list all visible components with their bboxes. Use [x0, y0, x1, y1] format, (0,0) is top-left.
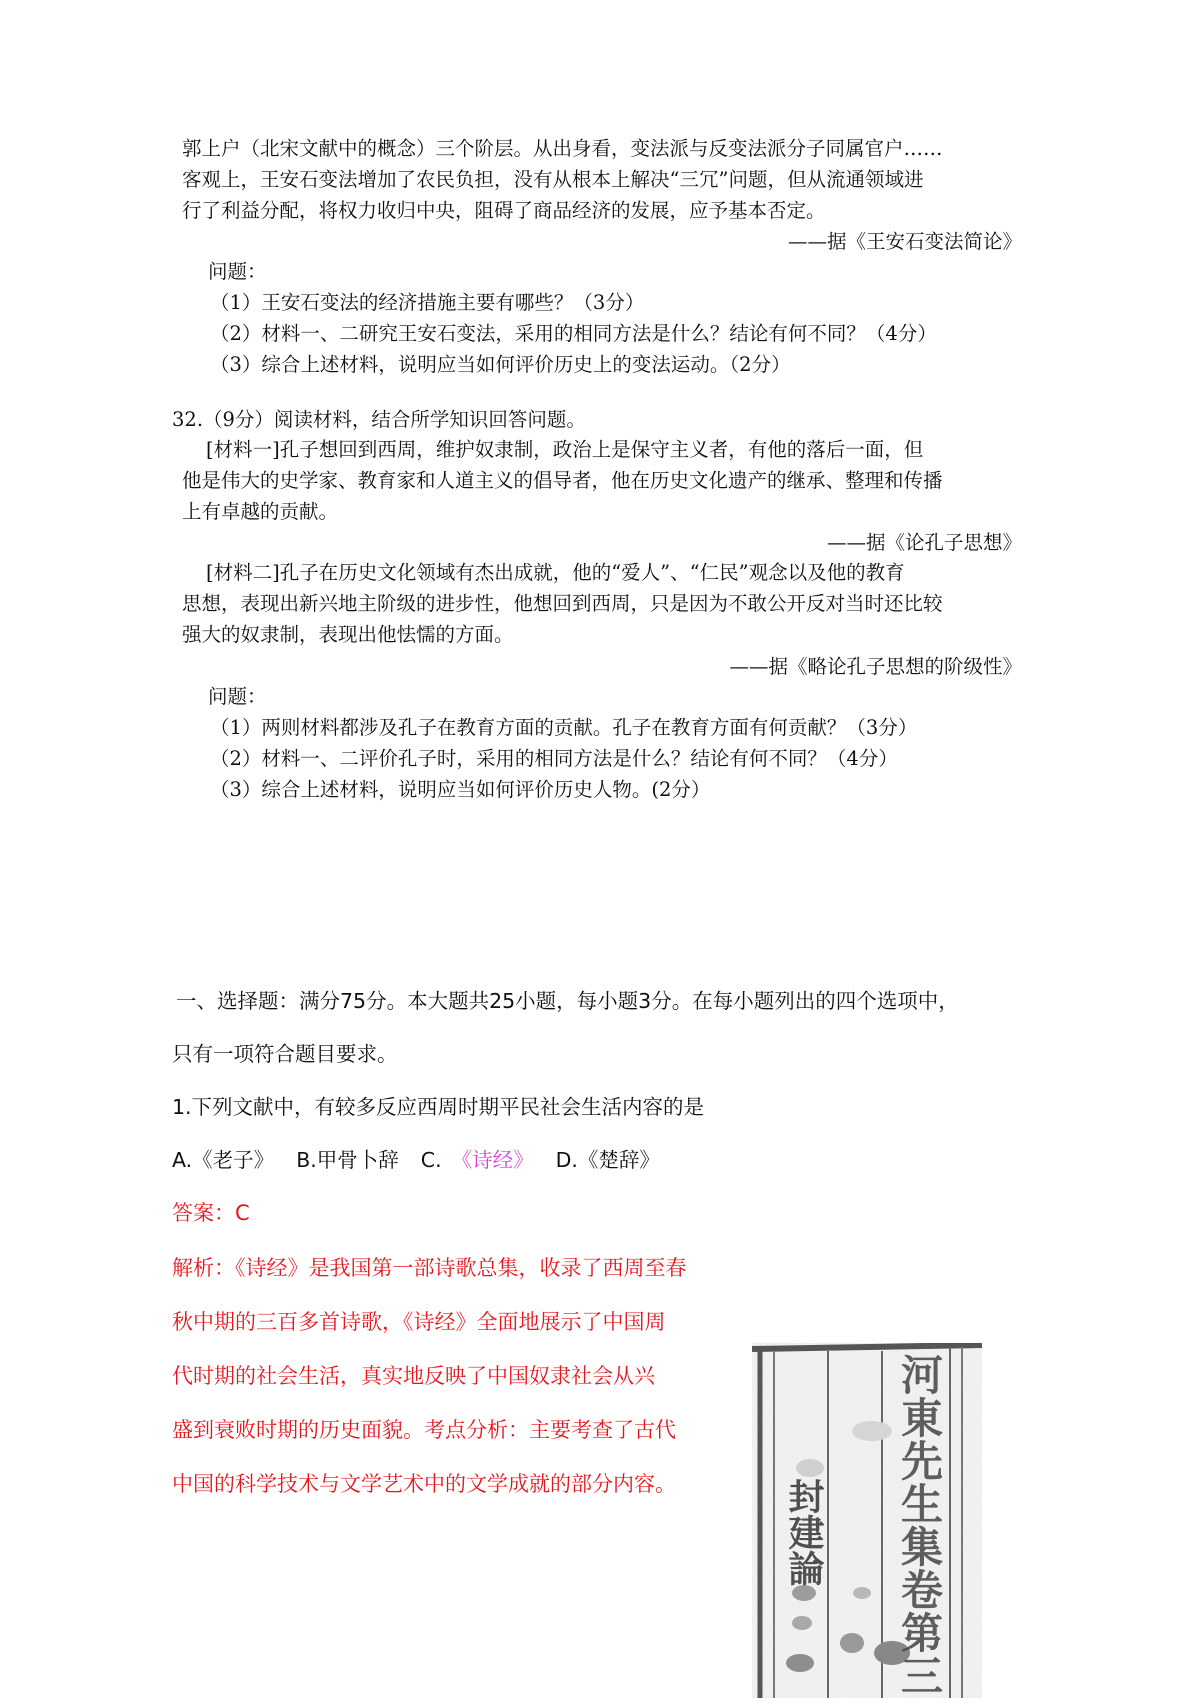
material-line: 上有卓越的贡献。: [182, 500, 339, 523]
analysis-line: 中国的科学技术与文学艺术中的文学成就的部分内容。: [172, 1472, 676, 1496]
material-line: [材料二]孔子在历史文化领域有杰出成就，他的“爱人”、“仁民”观念以及他的教育: [206, 561, 905, 584]
question-header: 32.（9分）阅读材料，结合所学知识回答问题。: [172, 408, 586, 431]
question-item: （2）材料一、二评价孔子时，采用的相同方法是什么？结论有何不同？（4分）: [210, 747, 898, 770]
material-line: 客观上，王安石变法增加了农民负担，没有从根本上解决“三冗”问题，但从流通领域进: [182, 168, 924, 191]
woodblock-print-image: [752, 1343, 982, 1698]
material-line: 思想，表现出新兴地主阶级的进步性，他想回到西周，只是因为不敢公开反对当时还比较: [182, 592, 943, 615]
source-citation: ——据《论孔子思想》: [826, 531, 1022, 554]
material-line: [材料一]孔子想回到西周，维护奴隶制，政治上是保守主义者，有他的落后一面，但: [206, 438, 924, 461]
material-line: 行了利益分配，将权力收归中央，阻碍了商品经济的发展，应予基本否定。: [182, 199, 826, 222]
question-item: （1）两则材料都涉及孔子在教育方面的贡献。孔子在教育方面有何贡献？（3分）: [210, 716, 918, 739]
section-intro: 只有一项符合题目要求。: [172, 1042, 398, 1066]
option-a: A.《老子》: [172, 1148, 275, 1172]
question-item: （3）综合上述材料，说明应当如何评价历史人物。(2分）: [210, 778, 711, 801]
source-citation: ——据《王安石变法简论》: [787, 230, 1022, 253]
figure-col1-text: 河東先生集卷第三: [895, 1353, 944, 1697]
figure-col2-text: 封建論: [783, 1478, 825, 1586]
question-item: （1）王安石变法的经济措施主要有哪些？（3分）: [210, 291, 645, 314]
material-line: 郭上户（北宋文献中的概念）三个阶层。从出身看，变法派与反变法派分子同属官户……: [182, 137, 943, 160]
option-d: D.《楚辞》: [555, 1148, 660, 1172]
analysis-line: 代时期的社会生活，真实地反映了中国奴隶社会从兴: [172, 1364, 655, 1388]
analysis-line: 盛到衰败时期的历史面貌。考点分析：主要考查了古代: [172, 1418, 676, 1442]
option-c-highlight: 《诗经》: [451, 1148, 534, 1172]
material-line: 强大的奴隶制，表现出他怯懦的方面。: [182, 623, 514, 646]
option-b: B.甲骨卜辞: [296, 1148, 399, 1172]
answer: 答案：C: [172, 1201, 250, 1225]
analysis-line: 解析：《诗经》是我国第一部诗歌总集，收录了西周至春: [172, 1256, 687, 1280]
analysis-line: 秋中期的三百多首诗歌，《诗经》全面地展示了中国周: [172, 1310, 666, 1334]
material-line: 他是伟大的史学家、教育家和人道主义的倡导者，他在历史文化遗产的继承、整理和传播: [182, 469, 943, 492]
question-label: 问题：: [208, 685, 267, 708]
question-label: 问题：: [208, 260, 267, 283]
option-c-prefix: C.: [420, 1148, 442, 1172]
question-item: （3）综合上述材料，说明应当如何评价历史上的变法运动。（2分）: [210, 353, 791, 376]
question-stem: 1.下列文献中，有较多反应西周时期平民社会生活内容的是: [172, 1095, 705, 1119]
question-item: （2）材料一、二研究王安石变法，采用的相同方法是什么？结论有何不同？（4分）: [210, 322, 937, 345]
options-row: [172, 1144, 660, 1176]
section-intro: 一、选择题：满分75分。本大题共25小题，每小题3分。在每小题列出的四个选项中，: [176, 989, 959, 1013]
source-citation: ——据《略论孔子思想的阶级性》: [729, 655, 1022, 678]
